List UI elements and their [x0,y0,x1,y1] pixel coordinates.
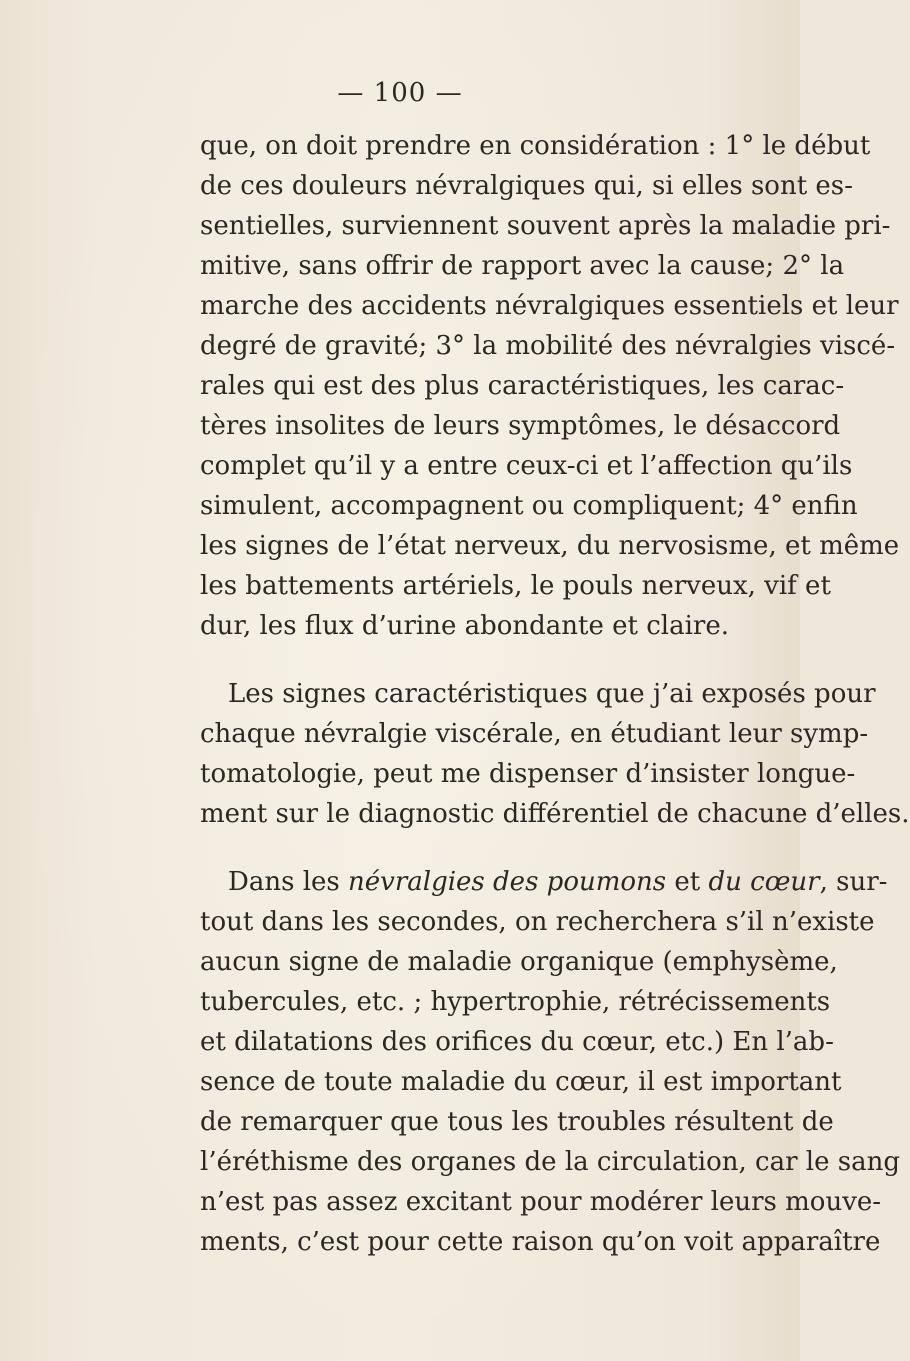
text-line: tères insolites de leurs symptômes, le désaccord [200,411,841,441]
text-line: chaque névralgie viscérale, en étudiant leur symp- [200,719,869,749]
text-line [228,862,888,902]
text-line: les signes de l’état nerveux, du nervosisme, et même [200,531,900,561]
text-line: l’éréthisme des organes de la circulation, car le sang [200,1147,900,1177]
text-line: marche des accidents névralgiques essentiels et leur [200,291,899,321]
text-line: degré de gravité; 3° la mobilité des névralgies viscé- [200,331,896,361]
text-line: les battements artériels, le pouls nerveux, vif et [200,571,831,601]
text-line: de remarquer que tous les troubles résultent de [200,1107,834,1137]
text-line: sentielles, surviennent souvent après la maladie pri- [200,211,891,241]
text-line: sence de toute maladie du cœur, il est important [200,1067,842,1097]
text-line: simulent, accompagnent ou compliquent; 4° enfin [200,491,858,521]
text-line: tomatologie, peut me dispenser d’insister longue- [200,759,856,789]
text-line: rales qui est des plus caractéristiques, les carac- [200,371,845,401]
text-run: Dans les [228,867,349,897]
text-line: tout dans les secondes, on recherchera s’il n’existe [200,907,875,937]
text-line: que, on doit prendre en considération : 1° le début [200,131,871,161]
text-line: n’est pas assez excitant pour modérer leurs mouve- [200,1187,882,1217]
text-line: Les signes caractéristiques que j’ai exposés pour [228,679,876,709]
text-line: dur, les flux d’urine abondante et claire. [200,611,730,641]
italic-phrase: du cœur [708,867,820,897]
text-line: et dilatations des orifices du cœur, etc.) En l’ab- [200,1027,834,1057]
text-line: ment sur le diagnostic différentiel de chacune d’elles. [200,799,910,829]
text-line: mitive, sans offrir de rapport avec la cause; 2° la [200,251,845,281]
text-line: aucun signe de maladie organique (emphysème, [200,947,838,977]
text-run: , sur- [819,867,888,897]
text-line: de ces douleurs névralgiques qui, si elles sont es- [200,171,853,201]
page-number: — 100 — [337,78,463,108]
italic-phrase: névralgies des poumons [348,867,667,897]
text-run: et [666,867,709,897]
text-line: complet qu’il y a entre ceux-ci et l’affection qu’ils [200,451,853,481]
text-line: ments, c’est pour cette raison qu’on voit apparaître [200,1227,881,1257]
text-line: tubercules, etc. ; hypertrophie, rétrécissements [200,987,831,1017]
